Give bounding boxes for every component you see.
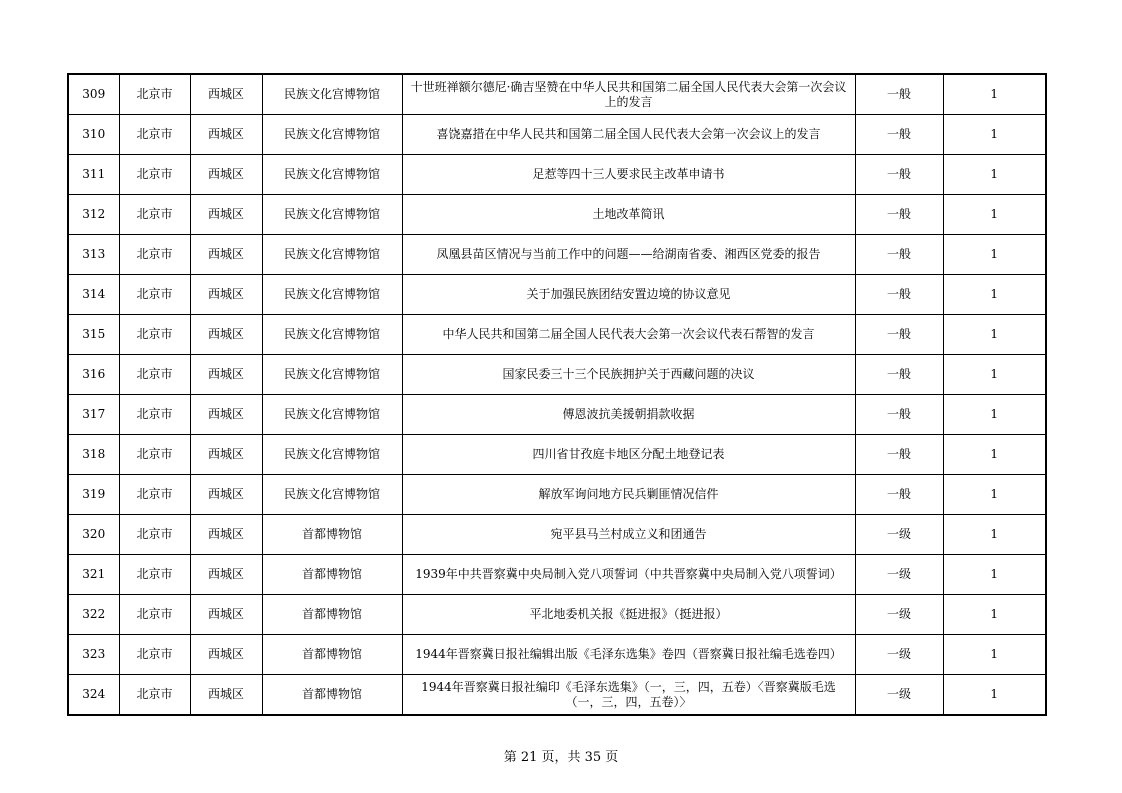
- cell-museum: 民族文化宫博物馆: [262, 235, 402, 275]
- cell-title: 宛平县马兰村成立义和团通告: [402, 515, 855, 555]
- cell-number: 316: [68, 355, 119, 395]
- cell-district: 西城区: [190, 115, 262, 155]
- cell-district: 西城区: [190, 555, 262, 595]
- cell-district: 西城区: [190, 475, 262, 515]
- cell-district: 西城区: [190, 435, 262, 475]
- cell-museum: 民族文化宫博物馆: [262, 435, 402, 475]
- table-row: [68, 155, 1046, 195]
- cell-city: 北京市: [119, 675, 190, 716]
- cell-grade: 一级: [855, 515, 943, 555]
- cell-museum: 首都博物馆: [262, 515, 402, 555]
- relic-table: [67, 73, 1047, 716]
- cell-grade: 一般: [855, 74, 943, 115]
- cell-quantity: 1: [943, 515, 1046, 555]
- cell-grade: 一般: [855, 195, 943, 235]
- cell-number: 321: [68, 555, 119, 595]
- cell-district: 西城区: [190, 675, 262, 716]
- table-row: [68, 74, 1046, 115]
- cell-district: 西城区: [190, 515, 262, 555]
- cell-quantity: 1: [943, 675, 1046, 716]
- cell-quantity: 1: [943, 195, 1046, 235]
- cell-title: 解放军询问地方民兵剿匪情况信件: [402, 475, 855, 515]
- cell-title: 1944年晋察冀日报社编辑出版《毛泽东选集》卷四（晋察冀日报社编毛选卷四）: [402, 635, 855, 675]
- cell-quantity: 1: [943, 395, 1046, 435]
- cell-title: 喜饶嘉措在中华人民共和国第二届全国人民代表大会第一次会议上的发言: [402, 115, 855, 155]
- cell-museum: 首都博物馆: [262, 675, 402, 716]
- cell-museum: 民族文化宫博物馆: [262, 115, 402, 155]
- cell-grade: 一级: [855, 595, 943, 635]
- cell-title: 1944年晋察冀日报社编印《毛泽东选集》（一，三，四，五卷）〈晋察冀版毛选（一，三，四，五卷）〉: [402, 675, 855, 716]
- cell-number: 320: [68, 515, 119, 555]
- cell-grade: 一般: [855, 115, 943, 155]
- table-row: [68, 195, 1046, 235]
- cell-quantity: 1: [943, 275, 1046, 315]
- cell-district: 西城区: [190, 275, 262, 315]
- cell-museum: 民族文化宫博物馆: [262, 155, 402, 195]
- table-row: [68, 675, 1046, 716]
- cell-city: 北京市: [119, 475, 190, 515]
- cell-district: 西城区: [190, 315, 262, 355]
- cell-title: 1939年中共晋察冀中央局制入党八项誓词（中共晋察冀中央局制入党八项誓词）: [402, 555, 855, 595]
- cell-quantity: 1: [943, 435, 1046, 475]
- table-row: [68, 555, 1046, 595]
- cell-grade: 一级: [855, 675, 943, 716]
- table-row: [68, 235, 1046, 275]
- cell-grade: 一级: [855, 555, 943, 595]
- table-row: [68, 475, 1046, 515]
- cell-title: 四川省甘孜庭卡地区分配土地登记表: [402, 435, 855, 475]
- cell-title: 傅恩波抗美援朝捐款收据: [402, 395, 855, 435]
- cell-museum: 首都博物馆: [262, 595, 402, 635]
- cell-museum: 民族文化宫博物馆: [262, 355, 402, 395]
- cell-title: 中华人民共和国第二届全国人民代表大会第一次会议代表石帮智的发言: [402, 315, 855, 355]
- cell-quantity: 1: [943, 315, 1046, 355]
- table-row: [68, 635, 1046, 675]
- cell-number: 322: [68, 595, 119, 635]
- cell-title: 关于加强民族团结安置边境的协议意见: [402, 275, 855, 315]
- relic-table-body: [68, 74, 1046, 715]
- cell-grade: 一般: [855, 315, 943, 355]
- cell-quantity: 1: [943, 595, 1046, 635]
- cell-quantity: 1: [943, 555, 1046, 595]
- cell-quantity: 1: [943, 74, 1046, 115]
- cell-number: 313: [68, 235, 119, 275]
- cell-district: 西城区: [190, 235, 262, 275]
- cell-city: 北京市: [119, 155, 190, 195]
- cell-number: 324: [68, 675, 119, 716]
- cell-grade: 一般: [855, 475, 943, 515]
- cell-number: 312: [68, 195, 119, 235]
- cell-district: 西城区: [190, 195, 262, 235]
- cell-number: 311: [68, 155, 119, 195]
- cell-title: 凤凰县苗区情况与当前工作中的问题——给湖南省委、湘西区党委的报告: [402, 235, 855, 275]
- cell-museum: 民族文化宫博物馆: [262, 315, 402, 355]
- cell-quantity: 1: [943, 475, 1046, 515]
- page-number: 第 21 页，共 35 页: [503, 750, 619, 765]
- cell-museum: 民族文化宫博物馆: [262, 195, 402, 235]
- cell-city: 北京市: [119, 515, 190, 555]
- cell-title: 平北地委机关报《挺进报》（挺进报）: [402, 595, 855, 635]
- cell-number: 314: [68, 275, 119, 315]
- cell-number: 309: [68, 74, 119, 115]
- cell-city: 北京市: [119, 355, 190, 395]
- cell-city: 北京市: [119, 555, 190, 595]
- cell-district: 西城区: [190, 635, 262, 675]
- table-row: [68, 115, 1046, 155]
- cell-district: 西城区: [190, 395, 262, 435]
- cell-quantity: 1: [943, 635, 1046, 675]
- cell-quantity: 1: [943, 355, 1046, 395]
- cell-museum: 首都博物馆: [262, 635, 402, 675]
- table-row: [68, 515, 1046, 555]
- cell-grade: 一般: [855, 235, 943, 275]
- cell-city: 北京市: [119, 115, 190, 155]
- cell-quantity: 1: [943, 155, 1046, 195]
- cell-number: 323: [68, 635, 119, 675]
- cell-city: 北京市: [119, 635, 190, 675]
- cell-district: 西城区: [190, 74, 262, 115]
- cell-number: 317: [68, 395, 119, 435]
- cell-grade: 一般: [855, 435, 943, 475]
- cell-grade: 一级: [855, 635, 943, 675]
- table-row: [68, 355, 1046, 395]
- cell-title: 土地改革简讯: [402, 195, 855, 235]
- cell-number: 315: [68, 315, 119, 355]
- table-row: [68, 315, 1046, 355]
- cell-number: 318: [68, 435, 119, 475]
- cell-museum: 民族文化宫博物馆: [262, 475, 402, 515]
- cell-number: 319: [68, 475, 119, 515]
- cell-museum: 民族文化宫博物馆: [262, 74, 402, 115]
- cell-museum: 民族文化宫博物馆: [262, 395, 402, 435]
- table-row: [68, 435, 1046, 475]
- cell-grade: 一般: [855, 395, 943, 435]
- cell-district: 西城区: [190, 355, 262, 395]
- cell-city: 北京市: [119, 195, 190, 235]
- cell-quantity: 1: [943, 235, 1046, 275]
- cell-city: 北京市: [119, 315, 190, 355]
- cell-quantity: 1: [943, 115, 1046, 155]
- cell-grade: 一般: [855, 275, 943, 315]
- cell-district: 西城区: [190, 155, 262, 195]
- cell-title: 十世班禅额尔德尼·确吉坚赞在中华人民共和国第二届全国人民代表大会第一次会议上的发言: [402, 74, 855, 115]
- cell-museum: 民族文化宫博物馆: [262, 275, 402, 315]
- cell-district: 西城区: [190, 595, 262, 635]
- cell-city: 北京市: [119, 235, 190, 275]
- cell-city: 北京市: [119, 74, 190, 115]
- cell-city: 北京市: [119, 595, 190, 635]
- cell-city: 北京市: [119, 435, 190, 475]
- cell-number: 310: [68, 115, 119, 155]
- table-row: [68, 595, 1046, 635]
- table-row: [68, 275, 1046, 315]
- table-row: [68, 395, 1046, 435]
- cell-museum: 首都博物馆: [262, 555, 402, 595]
- cell-city: 北京市: [119, 275, 190, 315]
- cell-grade: 一般: [855, 155, 943, 195]
- cell-title: 足惹等四十三人要求民主改革申请书: [402, 155, 855, 195]
- cell-title: 国家民委三十三个民族拥护关于西藏问题的决议: [402, 355, 855, 395]
- cell-city: 北京市: [119, 395, 190, 435]
- cell-grade: 一般: [855, 355, 943, 395]
